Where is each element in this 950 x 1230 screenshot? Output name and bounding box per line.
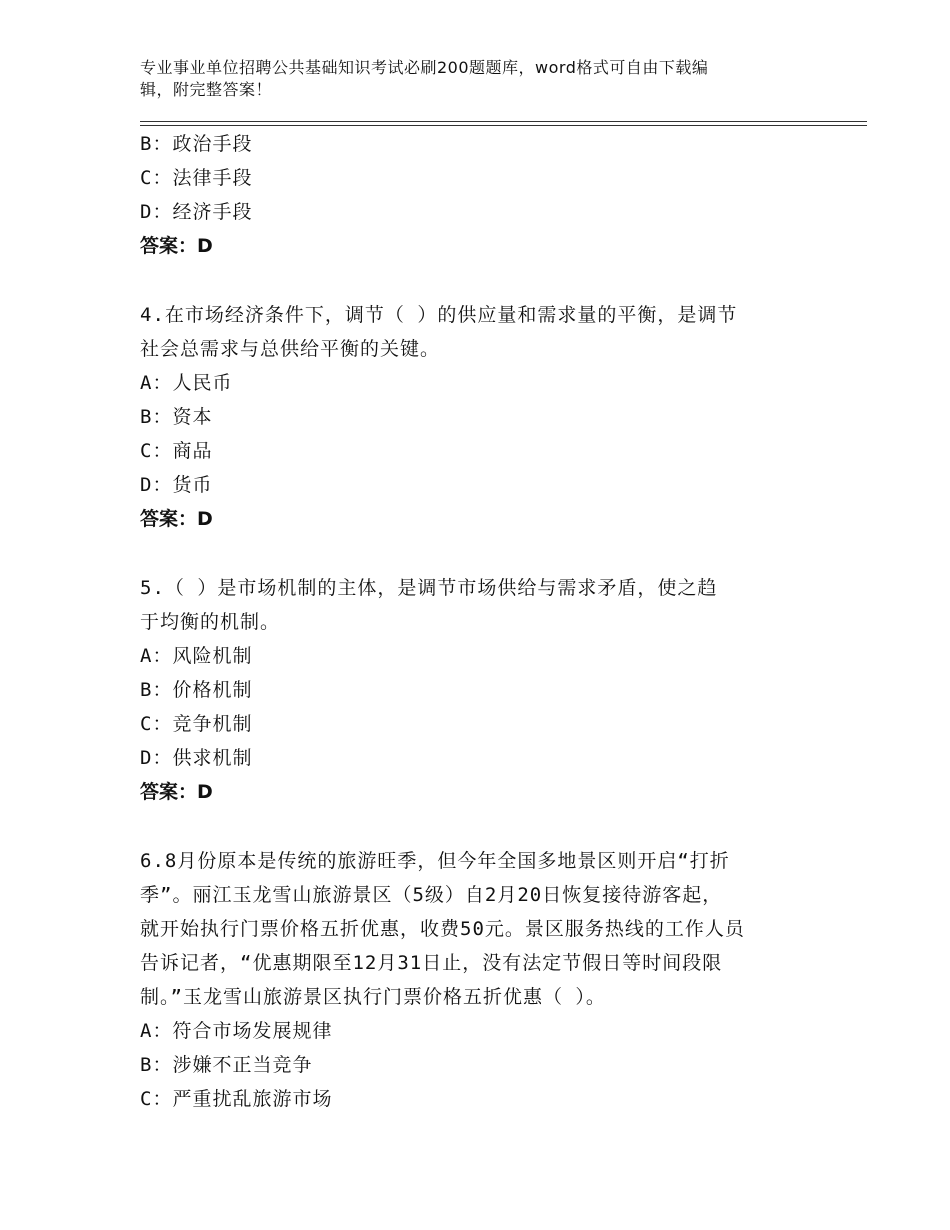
question-6 — [140, 844, 820, 1116]
option-a: A：风险机制 — [140, 645, 253, 667]
question-text: 于均衡的机制。 — [140, 611, 281, 633]
question-text: 季”。丽江玉龙雪山旅游景区（5级）自2月20日恢复接待游客起， — [140, 884, 723, 906]
answer-line: 答案：D — [140, 781, 213, 803]
spacer — [140, 536, 820, 571]
question-text: 告诉记者，“优惠期限至12月31日止，没有法定节假日等时间段限 — [140, 952, 723, 974]
question-text: 6.8月份原本是传统的旅游旺季，但今年全国多地景区则开启“打折 — [140, 850, 730, 872]
option-b: B：价格机制 — [140, 679, 253, 701]
option-a: A：人民币 — [140, 372, 233, 394]
question-text: 4.在市场经济条件下，调节（ ）的供应量和需求量的平衡，是调节 — [140, 304, 738, 326]
option-c: C：竞争机制 — [140, 713, 253, 735]
document-header — [140, 57, 800, 101]
option-d: D：供求机制 — [140, 747, 253, 769]
header-line-2: 辑，附完整答案！ — [140, 80, 273, 99]
question-4 — [140, 298, 820, 536]
header-line-1: 专业事业单位招聘公共基础知识考试必刷200题题库，word格式可自由下载编 — [140, 58, 709, 77]
option-d: D：经济手段 — [140, 201, 253, 223]
answer-line: 答案：D — [140, 508, 213, 530]
spacer — [140, 263, 820, 298]
option-c: C：法律手段 — [140, 167, 253, 189]
option-b: B：涉嫌不正当竞争 — [140, 1054, 313, 1076]
option-b: B：资本 — [140, 406, 213, 428]
question-5 — [140, 571, 820, 809]
question-content — [140, 127, 820, 1116]
question-text: 就开始执行门票价格五折优惠，收费50元。景区服务热线的工作人员 — [140, 918, 745, 940]
option-c: C：商品 — [140, 440, 213, 462]
answer-line: 答案：D — [140, 235, 213, 257]
question-3-continued — [140, 127, 820, 263]
header-divider-top — [140, 121, 867, 122]
question-text: 5.（ ）是市场机制的主体，是调节市场供给与需求矛盾，使之趋 — [140, 577, 718, 599]
option-d: D：货币 — [140, 474, 213, 496]
option-c: C：严重扰乱旅游市场 — [140, 1088, 333, 1110]
spacer — [140, 809, 820, 844]
header-divider-bottom — [140, 125, 867, 126]
question-text: 制。”玉龙雪山旅游景区执行门票价格五折优惠（ ）。 — [140, 986, 606, 1008]
option-a: A：符合市场发展规律 — [140, 1020, 333, 1042]
question-text: 社会总需求与总供给平衡的关键。 — [140, 338, 441, 360]
option-b: B：政治手段 — [140, 133, 253, 155]
